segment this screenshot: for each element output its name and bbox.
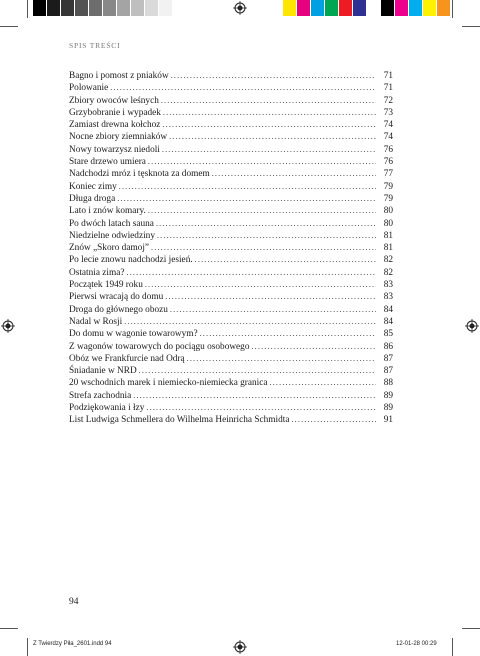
toc-entry [69,377,393,389]
dot-leader [110,82,376,94]
toc-entry [69,218,393,230]
toc-entry-title: Do domu w wagonie towarowym? [69,329,198,340]
toc-entry [69,291,393,303]
toc-entry-title: Podziękowania i łzy [69,403,145,414]
toc-entry-page: 76 [383,144,393,155]
toc-entry [69,144,393,156]
toc-entry-page: 81 [383,243,393,254]
toc-entry-title: Po lecie znowu nadchodzi jesień. [69,255,193,266]
dot-leader [156,218,376,230]
toc-entry-page: 83 [383,292,393,303]
toc-entry [69,353,393,365]
toc-entry-title: Śniadanie w NRD [69,366,137,377]
toc-entry [69,414,393,426]
gray-swatch [47,0,61,16]
toc-entry [69,95,393,107]
dot-leader [163,107,376,119]
toc-entry [69,131,393,143]
dot-leader [124,316,376,328]
toc-entry-title: Z wagonów towarowych do pociągu osobowego [69,341,250,352]
dot-leader [157,230,376,242]
color-swatch [409,0,423,16]
gray-swatch [159,0,173,16]
toc-entry [69,230,393,242]
toc-entry-page: 88 [383,378,393,389]
slug-date: 12-01-28 00:29 [396,641,437,647]
dot-leader [148,156,376,168]
color-swatch [297,0,311,16]
toc-entry-page: 84 [383,304,393,315]
dot-leader [291,414,376,426]
toc-entry-title: Stare drzewo umiera [69,157,146,168]
toc-entry [69,82,393,94]
toc-entry-page: 77 [383,169,393,180]
toc-entry [69,242,393,254]
crop-mark [27,638,28,656]
color-swatch [395,0,409,16]
toc-entry-page: 82 [383,255,393,266]
toc-entry-page: 89 [383,403,393,414]
toc-entry-page: 79 [383,181,393,192]
toc-entry-page: 71 [383,83,393,94]
crop-mark [0,628,18,629]
page-number: 94 [69,597,79,607]
toc-entry [69,316,393,328]
page-header: SPIS TREŚCI [69,41,121,50]
crop-mark [452,0,453,18]
dot-leader [169,131,376,143]
dot-leader [146,402,376,414]
toc-entry-page: 76 [383,157,393,168]
toc-entry [69,254,393,266]
toc-entry-page: 84 [383,316,393,327]
toc-entry [69,193,393,205]
registration-mark-icon [233,640,247,654]
gray-swatch [103,0,117,16]
color-swatch [325,0,339,16]
dot-leader [161,95,376,107]
toc-entry-page: 87 [383,366,393,377]
toc-entry-title: Niedzielne odwiedziny [69,230,155,241]
color-swatch [423,0,437,16]
dot-leader [170,304,376,316]
table-of-contents [69,70,393,427]
toc-entry [69,341,393,353]
toc-entry-page: 74 [383,120,393,131]
toc-entry-title: Długa droga [69,193,116,204]
toc-entry-title: Koniec zimy [69,181,117,192]
toc-entry [69,119,393,131]
toc-entry [69,70,393,82]
dot-leader [119,181,376,193]
toc-entry-page: 87 [383,353,393,364]
toc-entry-title: Ostatnia zima? [69,267,125,278]
toc-entry-title: 20 wschodnich marek i niemiecko-niemiecka granica [69,378,268,389]
toc-entry [69,365,393,377]
toc-entry [69,168,393,180]
dot-leader [171,70,376,82]
dot-leader [187,353,376,365]
dot-leader [270,377,376,389]
toc-entry-title: Nowy towarzysz niedoli [69,144,160,155]
toc-entry-title: Grzybobranie i wypadek [69,107,161,118]
toc-entry [69,304,393,316]
toc-entry-title: Nadchodzi mróz i tęsknota za domem [69,169,210,180]
dot-leader [117,193,376,205]
crop-mark [452,638,453,656]
toc-entry [69,390,393,402]
gray-swatch [117,0,131,16]
toc-entry [69,279,393,291]
crop-mark [462,628,480,629]
toc-entry-page: 85 [383,329,393,340]
toc-entry-page: 91 [383,415,393,426]
gray-swatch [33,0,47,16]
toc-entry-title: Po dwóch latach sauna [69,218,154,229]
toc-entry-title: Zbiory owoców leśnych [69,95,159,106]
dot-leader [162,144,376,156]
gray-swatch [75,0,89,16]
dot-leader [127,267,377,279]
dot-leader [133,390,376,402]
crop-mark [27,0,28,18]
gray-swatch [89,0,103,16]
dot-leader [139,365,376,377]
color-swatch [283,0,297,16]
toc-entry [69,402,393,414]
toc-entry-title: Obóz we Frankfurcie nad Odrą [69,353,185,364]
toc-entry [69,181,393,193]
dot-leader [165,291,376,303]
registration-mark-icon [233,1,247,15]
toc-entry [69,205,393,217]
toc-entry-title: Pierwsi wracają do domu [69,292,164,303]
toc-entry-page: 81 [383,230,393,241]
toc-entry-page: 86 [383,341,393,352]
crop-mark [0,26,18,27]
toc-entry-title: Nadal w Rosji [69,316,123,327]
color-calibration-bar [283,0,451,16]
gray-swatch [61,0,75,16]
toc-entry-page: 82 [383,267,393,278]
dot-leader [200,328,376,340]
toc-entry-page: 71 [383,71,393,81]
crop-mark [462,26,480,27]
toc-entry-title: Lato i znów komary. [69,206,146,217]
gray-swatch [131,0,145,16]
toc-entry-page: 80 [383,218,393,229]
gray-swatch [145,0,159,16]
toc-entry-title: Znów „Skoro damoj” [69,243,150,254]
color-swatch [311,0,325,16]
toc-entry-page: 72 [383,95,393,106]
toc-entry-title: Bagno i pomost z pniaków [69,71,169,81]
toc-entry [69,267,393,279]
toc-entry-title: Droga do głównego obozu [69,304,168,315]
dot-leader [251,341,376,353]
dot-leader [195,254,376,266]
color-swatch [339,0,353,16]
toc-entry-title: Strefa zachodnia [69,390,132,401]
gray-calibration-bar [33,0,173,16]
dot-leader [145,279,376,291]
dot-leader [212,168,376,180]
toc-entry-page: 83 [383,280,393,291]
toc-entry-title: Polowanie [69,83,109,94]
toc-entry [69,156,393,168]
dot-leader [151,242,376,254]
toc-entry-title: Nocne zbiory ziemniaków [69,132,168,143]
color-swatch [437,0,451,16]
registration-mark-icon [465,319,479,333]
registration-mark-icon [1,319,15,333]
toc-entry-title: Początek 1949 roku [69,280,143,291]
dot-leader [162,119,376,131]
toc-entry-title: List Ludwiga Schmellera do Wilhelma Heinricha Schmidta [69,415,290,426]
toc-entry [69,107,393,119]
toc-entry-page: 74 [383,132,393,143]
toc-entry-page: 73 [383,107,393,118]
color-swatch [367,0,381,16]
color-swatch [353,0,367,16]
dot-leader [148,205,376,217]
toc-entry-title: Zamiast drewna kołchoz [69,120,161,131]
toc-entry-page: 80 [383,206,393,217]
color-swatch [381,0,395,16]
toc-entry [69,328,393,340]
toc-entry-page: 89 [383,390,393,401]
toc-entry-page: 79 [383,193,393,204]
slug-file-name: Z Twierdzy Piła_2601.indd 94 [33,641,112,647]
